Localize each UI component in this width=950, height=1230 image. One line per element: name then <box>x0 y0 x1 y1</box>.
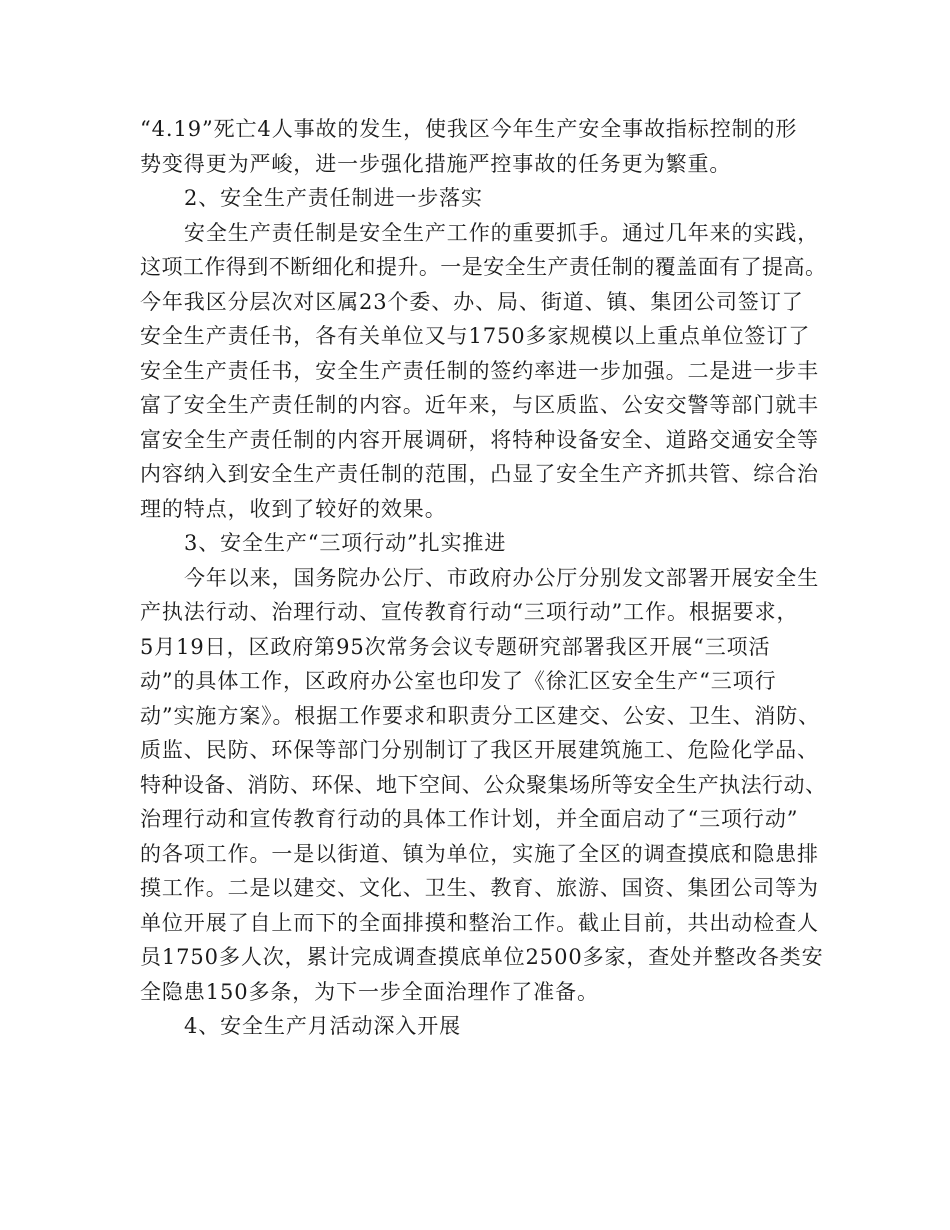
body-line: 内容纳入到安全生产责任制的范围，凸显了安全生产齐抓共管、综合治 <box>140 462 819 486</box>
body-line: 的各项工作。一是以街道、镇为单位，实施了全区的调查摸底和隐患排 <box>140 841 819 866</box>
paragraph-first-line: 今年以来，国务院办公厅、市政府办公厅分别发文部署开展安全生 <box>184 565 820 590</box>
body-line: 安全生产责任书，安全生产责任制的签约率进一步加强。二是进一步丰 <box>140 358 819 383</box>
document-body <box>140 112 830 1044</box>
body-line: 特种设备、消防、环保、地下空间、公众聚集场所等安全生产执法行动、 <box>140 772 827 797</box>
body-line: 富安全生产责任制的内容开展调研，将特种设备安全、道路交通安全等 <box>140 427 819 452</box>
body-line: 员1750多人次，累计完成调查摸底单位2500多家，查处并整改各类安 <box>140 945 824 969</box>
body-line: 动”的具体工作，区政府办公室也印发了《徐汇区安全生产“三项行 <box>140 669 777 693</box>
body-line: 单位开展了自上而下的全面排摸和整治工作。截止目前，共出动检查人 <box>140 910 819 935</box>
paragraph-first-line: 安全生产责任制是安全生产工作的重要抓手。通过几年来的实践， <box>184 220 820 245</box>
section-heading: 2、安全生产责任制进一步落实 <box>184 186 483 210</box>
body-line: 产执法行动、治理行动、宣传教育行动“三项行动”工作。根据要求， <box>140 600 799 624</box>
section-heading: 3、安全生产“三项行动”扎实推进 <box>184 531 507 555</box>
body-line: 富了安全生产责任制的内容。近年来，与区质监、公安交警等部门就丰 <box>140 393 819 417</box>
body-line: 摸工作。二是以建交、文化、卫生、教育、旅游、国资、集团公司等为 <box>140 876 819 900</box>
section-heading: 4、安全生产月活动深入开展 <box>184 1014 462 1038</box>
body-line: 势变得更为严峻，进一步强化措施严控事故的任务更为繁重。 <box>140 151 732 176</box>
body-line: 动”实施方案》。根据工作要求和职责分工区建交、公安、卫生、消防、 <box>140 703 821 728</box>
body-line: 治理行动和宣传教育行动的具体工作计划，并全面启动了“三项行动” <box>140 807 799 831</box>
body-line: 质监、民防、环保等部门分别制订了我区开展建筑施工、危险化学品、 <box>140 738 819 762</box>
body-line: “4.19”死亡4人事故的发生，使我区今年生产安全事故指标控制的形 <box>140 117 798 141</box>
body-line: 5月19日，区政府第95次常务会议专题研究部署我区开展“三项活 <box>140 634 771 659</box>
body-line: 这项工作得到不断细化和提升。一是安全生产责任制的覆盖面有了提高。 <box>140 255 827 279</box>
body-line: 今年我区分层次对区属23个委、办、局、街道、镇、集团公司签订了 <box>140 289 804 314</box>
body-line: 理的特点，收到了较好的效果。 <box>140 496 447 521</box>
body-line: 全隐患150多条，为下一步全面治理作了准备。 <box>140 979 599 1004</box>
body-line: 安全生产责任书，各有关单位又与1750多家规模以上重点单位签订了 <box>140 324 811 348</box>
